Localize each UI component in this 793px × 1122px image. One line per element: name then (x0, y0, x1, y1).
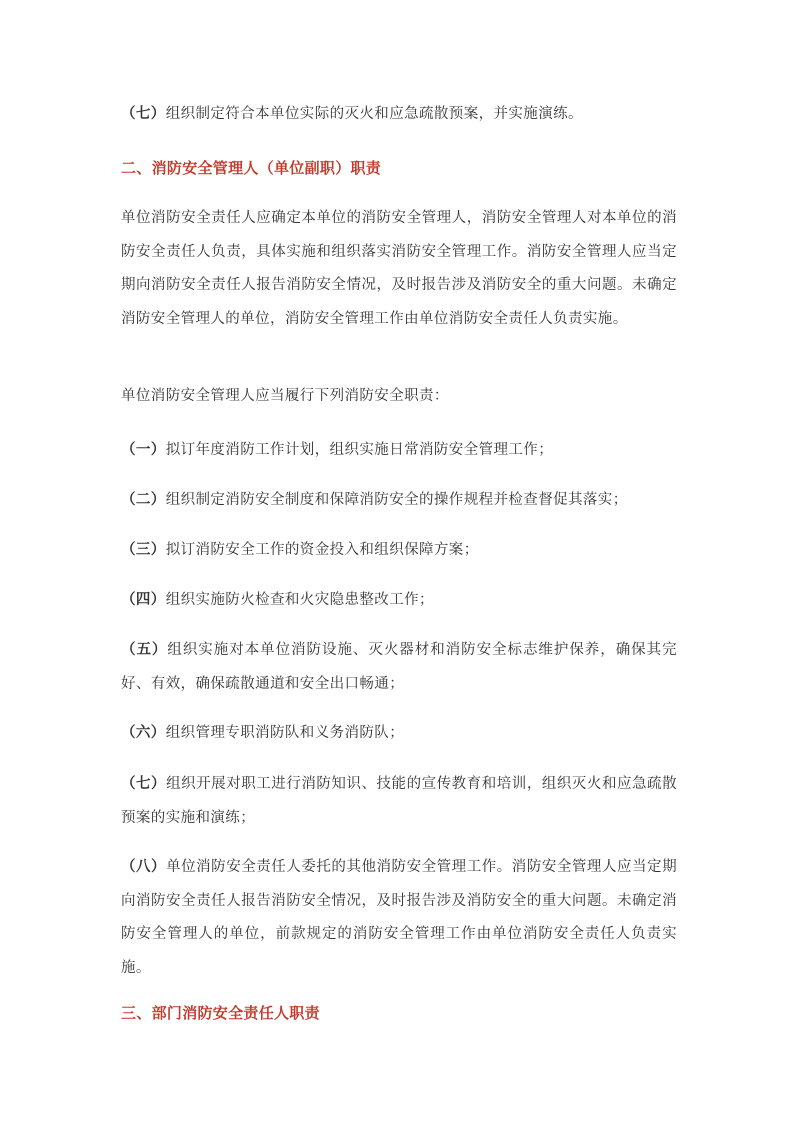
paragraph-duties-intro: 单位消防安全管理人应当履行下列消防安全职责： (121, 388, 449, 404)
paragraph-duty-2 (121, 484, 677, 518)
paragraph-duty-5 (121, 634, 677, 701)
item-text: 组织实施防火检查和火灾隐患整改工作； (165, 592, 434, 608)
section-heading-3: 三、部门消防安全责任人职责 (121, 1004, 320, 1022)
paragraph-item-7 (121, 98, 677, 132)
item-text: 组织开展对职工进行消防知识、技能的宣传教育和培训，组织灭火和应急疏散预案的实施和演练； (121, 776, 677, 826)
item-text: 组织制定消防安全制度和保障消防安全的操作规程并检查督促其落实； (165, 492, 628, 508)
item-number: （七） (121, 106, 166, 122)
item-text: 组织管理专职消防队和义务消防队； (165, 725, 405, 741)
paragraph-duty-8 (121, 851, 677, 985)
paragraph-duty-7 (121, 768, 677, 835)
item-text: 组织实施对本单位消防设施、灭火器材和消防安全标志维护保养，确保其完好、有效，确保疏散通道和安全出口畅通； (121, 642, 678, 692)
paragraph-duty-4 (121, 584, 677, 618)
paragraph-manager-intro: 单位消防安全责任人应确定本单位的消防安全管理人，消防安全管理人对本单位的消防安全责任人负责，具体实施和组织落实消防安全管理工作。消防安全管理人应当定期向消防安全责任人报告消防安全情况，及时报告涉及消防安全的重大问题。未确定消防安全管理人的单位，消防安全管理工作由单位消防安全责任人负责实施。 (121, 210, 677, 327)
item-number: （一） (121, 442, 166, 458)
item-text: 单位消防安全责任人委托的其他消防安全管理工作。消防安全管理人应当定期向消防安全责任人报告消防安全情况，及时报告涉及消防安全的重大问题。未确定消防安全管理人的单位，前款规定的消防安全管理工作由单位消防安全责任人负责实施。 (121, 859, 677, 976)
item-number: （二） (121, 492, 166, 508)
item-number: （七） (121, 776, 167, 792)
item-text: 拟订年度消防工作计划，组织实施日常消防安全管理工作； (165, 442, 554, 458)
item-number: （八） (121, 859, 167, 875)
item-number: （三） (121, 542, 166, 558)
item-text: 拟订消防安全工作的资金投入和组织保障方案； (165, 542, 479, 558)
item-number: （四） (121, 592, 166, 608)
item-text: 组织制定符合本单位实际的灭火和应急疏散预案，并实施演练。 (165, 106, 583, 122)
item-number: （五） (121, 642, 168, 658)
paragraph-duty-1 (121, 434, 677, 468)
paragraph-duty-3 (121, 534, 677, 568)
item-number: （六） (121, 725, 166, 741)
section-heading-2: 二、消防安全管理人（单位副职）职责 (121, 159, 382, 177)
paragraph-duty-6 (121, 717, 677, 751)
